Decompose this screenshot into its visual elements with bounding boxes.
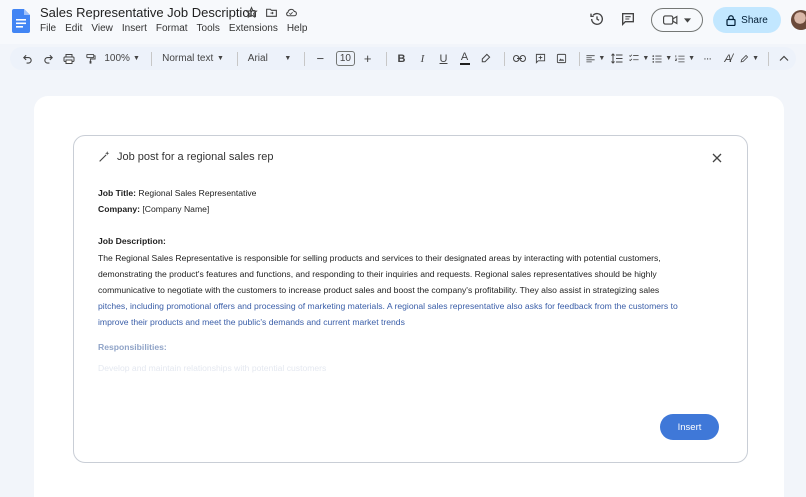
chevron-down-icon: ▼ — [642, 55, 650, 62]
responsibilities-label: Responsibilities: — [98, 341, 167, 352]
description-line-generating: pitches, including promotional offers and processing of marketing materials. A regional sales representative also asks for feedback from the customers to — [98, 301, 678, 312]
chevron-down-icon: ▼ — [132, 55, 140, 62]
paint-format-icon[interactable] — [81, 49, 99, 69]
underline-icon[interactable]: U — [439, 52, 448, 65]
menu-edit[interactable]: Edit — [65, 23, 83, 34]
magic-wand-icon — [98, 150, 111, 163]
meet-button[interactable] — [651, 8, 703, 32]
link-icon[interactable] — [510, 49, 528, 69]
generated-content — [98, 185, 724, 376]
menu-help[interactable]: Help — [286, 23, 308, 34]
font-select[interactable] — [244, 49, 296, 69]
star-icon[interactable] — [244, 5, 258, 19]
divider — [768, 52, 769, 66]
paragraph-style-select[interactable] — [158, 49, 228, 69]
chevron-down-icon: ▼ — [284, 55, 292, 62]
chevron-down-icon: ▼ — [665, 55, 673, 62]
description-line: The Regional Sales Representative is responsible for selling products and services to their designated areas by interacting with potential customers, — [98, 252, 661, 263]
decrease-font-size-icon[interactable]: − — [316, 51, 325, 66]
insert-button[interactable]: Insert — [660, 414, 719, 440]
faded-responsibility-line: Develop and maintain relationships with potential customers — [98, 362, 327, 373]
chevron-down-icon: ▼ — [752, 55, 760, 62]
job-title-label: Job Title: — [98, 188, 137, 198]
font-size-input[interactable]: 10 — [336, 51, 354, 66]
menu-file[interactable]: File — [40, 23, 57, 34]
menu-tools[interactable]: Tools — [196, 23, 220, 34]
divider — [386, 52, 387, 66]
divider — [504, 52, 505, 66]
cloud-saved-icon[interactable] — [284, 5, 298, 19]
prompt-text[interactable]: Job post for a regional sales rep — [117, 150, 274, 163]
line-spacing-icon[interactable] — [608, 49, 626, 69]
numbered-list-icon[interactable] — [675, 49, 695, 69]
editing-mode-icon[interactable] — [740, 49, 759, 69]
spacer — [98, 217, 724, 233]
font-value: Arial — [247, 53, 268, 64]
divider — [151, 52, 152, 66]
close-icon — [712, 153, 722, 163]
more-options-icon[interactable]: ··· — [703, 52, 712, 65]
share-button[interactable] — [713, 7, 781, 33]
checklist-icon[interactable] — [629, 49, 649, 69]
chevron-down-icon: ▼ — [216, 55, 224, 62]
style-value: Normal text — [162, 53, 214, 64]
undo-icon[interactable] — [18, 49, 36, 69]
add-comment-icon[interactable] — [531, 49, 549, 69]
share-label: Share — [741, 14, 768, 26]
increase-font-size-icon[interactable]: + — [363, 51, 372, 66]
zoom-select[interactable] — [102, 49, 142, 69]
menu-extensions[interactable]: Extensions — [228, 23, 278, 34]
comments-icon[interactable] — [620, 11, 636, 27]
description-line: demonstrating the product's features and functions, and responding to their inquiries and requests. Regional sales representatives should be highly — [98, 268, 657, 279]
bulleted-list-icon[interactable] — [652, 49, 672, 69]
company-line — [98, 201, 724, 217]
docs-logo-icon[interactable] — [12, 9, 30, 33]
chevron-down-icon: ▼ — [688, 55, 696, 62]
print-icon[interactable] — [60, 49, 78, 69]
menu-view[interactable]: View — [91, 23, 113, 34]
clear-formatting-icon[interactable]: A̸ — [724, 52, 732, 65]
align-icon[interactable] — [586, 49, 605, 69]
description-line: communicative to negotiate with the customers to increase product sales and boost the company's profitability. They also assist in strategizing sales — [98, 285, 660, 296]
description-label: Job Description: — [98, 236, 166, 247]
divider — [579, 52, 580, 66]
company-value: [Company Name] — [140, 204, 210, 215]
divider — [237, 52, 238, 66]
prompt-header — [98, 150, 274, 163]
bold-icon[interactable]: B — [397, 52, 406, 65]
zoom-value: 100% — [104, 53, 130, 64]
text-color-icon[interactable]: A — [460, 50, 469, 63]
job-title-value: Regional Sales Representative — [136, 188, 257, 198]
chevron-down-icon: ▼ — [598, 55, 606, 62]
chevron-down-icon — [684, 18, 691, 23]
close-button[interactable] — [709, 150, 725, 166]
version-history-icon[interactable] — [589, 11, 605, 27]
move-folder-icon[interactable] — [264, 5, 278, 19]
insert-image-icon[interactable] — [552, 49, 570, 69]
company-label: Company: — [98, 204, 141, 215]
menu-format[interactable]: Format — [155, 23, 188, 34]
help-me-write-card — [73, 135, 748, 463]
description-line-generating: improve their products and meet the public's demands and current market trends — [98, 317, 405, 328]
document-title[interactable]: Sales Representative Job Description — [40, 5, 257, 20]
video-camera-icon — [663, 14, 678, 26]
top-bar — [0, 0, 806, 44]
redo-icon[interactable] — [39, 49, 57, 69]
collapse-menus-icon[interactable] — [775, 49, 793, 69]
title-actions — [244, 5, 298, 19]
formatting-toolbar — [10, 47, 796, 70]
menu-insert[interactable]: Insert — [121, 23, 147, 34]
lock-icon — [726, 15, 736, 26]
highlight-icon[interactable] — [477, 49, 495, 69]
divider — [304, 52, 305, 66]
job-title-line — [98, 185, 724, 201]
menu-bar — [40, 23, 307, 34]
avatar[interactable] — [791, 10, 806, 30]
italic-icon[interactable]: I — [420, 52, 425, 65]
